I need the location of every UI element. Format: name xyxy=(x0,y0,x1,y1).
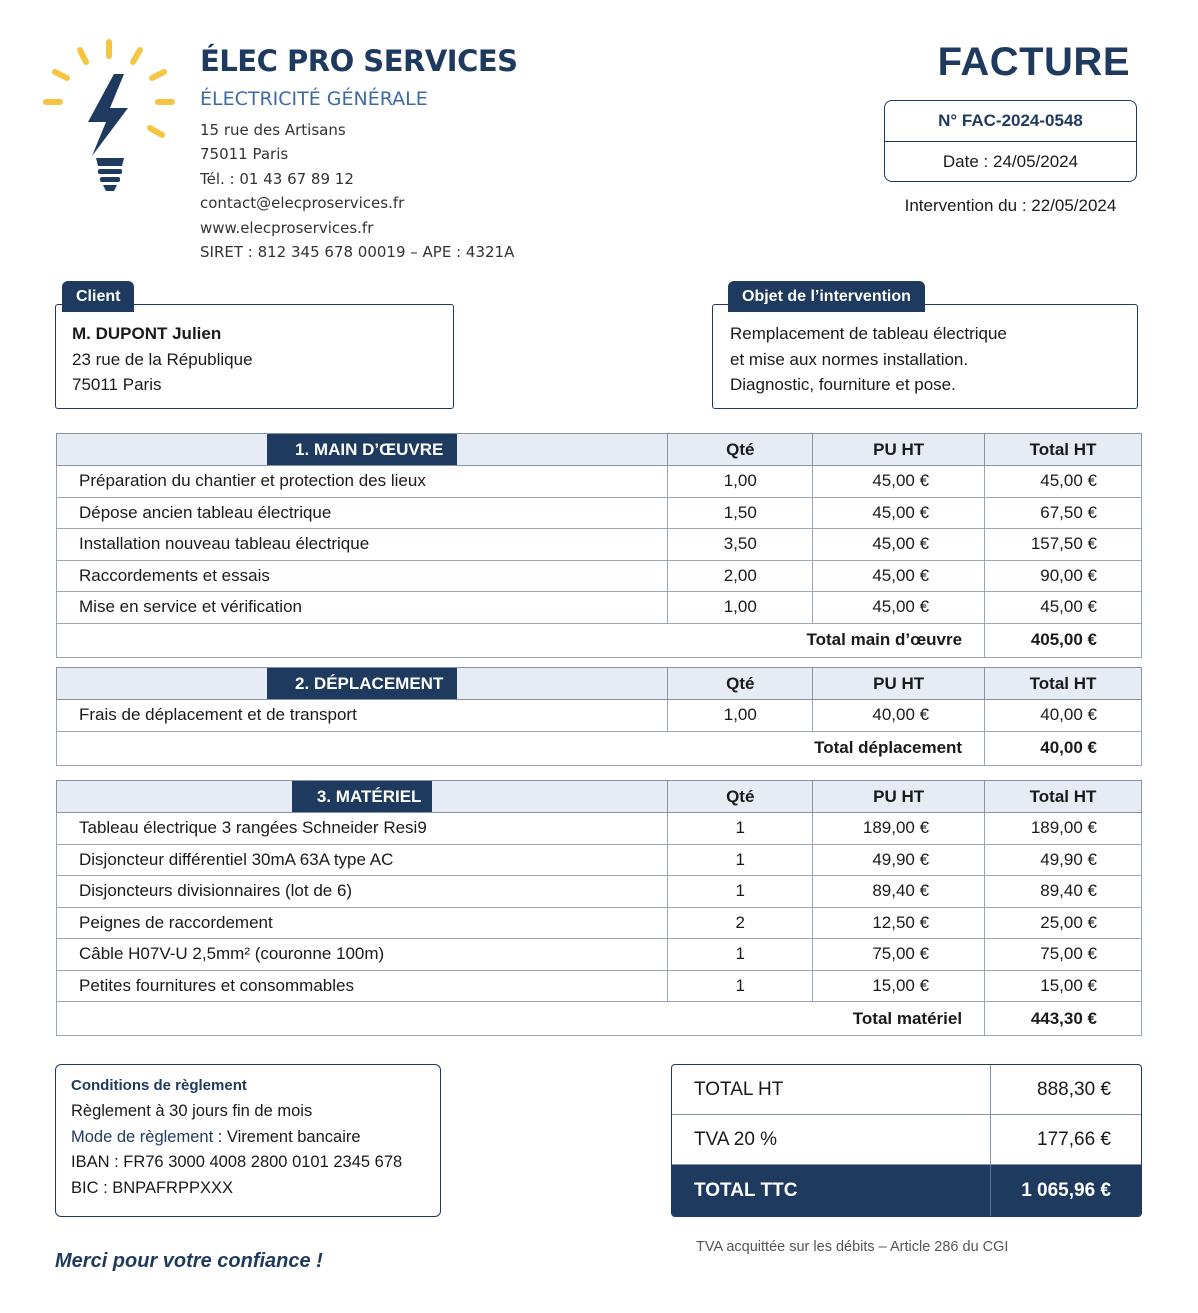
row-total: 189,00 € xyxy=(985,813,1142,845)
section-table xyxy=(56,780,1142,1036)
row-unit-price: 45,00 € xyxy=(813,497,985,529)
company-email[interactable]: contact@elecproservices.fr xyxy=(200,194,405,213)
total-ht-row xyxy=(672,1065,1141,1115)
row-unit-price: 40,00 € xyxy=(813,700,985,732)
section-title: 2. DÉPLACEMENT xyxy=(267,668,457,699)
company-website[interactable]: www.elecproservices.fr xyxy=(200,218,374,237)
section-total-row xyxy=(57,1002,1142,1036)
total-ht-value: 888,30 € xyxy=(1037,1078,1111,1100)
section-title-cell xyxy=(57,434,668,466)
client-card xyxy=(55,304,454,409)
row-description: Préparation du chantier et protection des lieux xyxy=(57,466,668,498)
total-ht-label: TOTAL HT xyxy=(672,1065,991,1114)
section-header-row xyxy=(57,781,1142,813)
conditions-terms: Règlement à 30 jours fin de mois xyxy=(71,1102,313,1120)
table-row xyxy=(57,592,1142,624)
conditions-iban: IBAN : FR76 3000 4008 2800 0101 2345 678 xyxy=(71,1153,403,1172)
table-row xyxy=(57,560,1142,592)
row-quantity: 1,00 xyxy=(668,466,813,498)
tva-row xyxy=(672,1115,1141,1165)
row-total: 89,40 € xyxy=(985,876,1142,908)
section-total-label: Total main d’œuvre xyxy=(57,623,985,657)
table-row xyxy=(57,844,1142,876)
document-title: FACTURE xyxy=(937,40,1130,84)
row-description: Câble H07V-U 2,5mm² (couronne 100m) xyxy=(57,939,668,971)
section-title-cell xyxy=(57,668,668,700)
section-title: 1. MAIN D’ŒUVRE xyxy=(267,434,457,465)
row-unit-price: 49,90 € xyxy=(813,844,985,876)
conditions-mode xyxy=(71,1125,440,1151)
column-header-qty: Qté xyxy=(668,781,813,813)
section-total-value: 40,00 € xyxy=(985,731,1142,765)
conditions-mode-key: Mode de règlement xyxy=(71,1127,214,1146)
objet-line: Diagnostic, fourniture et pose. xyxy=(730,375,956,394)
table-row xyxy=(57,907,1142,939)
row-unit-price: 12,50 € xyxy=(813,907,985,939)
totals-box xyxy=(671,1064,1142,1217)
row-total: 45,00 € xyxy=(985,466,1142,498)
intervention-date: Intervention du : 22/05/2024 xyxy=(904,196,1117,215)
row-unit-price: 45,00 € xyxy=(813,466,985,498)
row-description: Mise en service et vérification xyxy=(57,592,668,624)
section-table xyxy=(56,667,1142,766)
section-header-row xyxy=(57,668,1142,700)
row-description: Disjoncteur différentiel 30mA 63A type AC xyxy=(57,844,668,876)
row-description: Peignes de raccordement xyxy=(57,907,668,939)
conditions-title: Conditions de règlement xyxy=(71,1077,247,1094)
row-unit-price: 189,00 € xyxy=(813,813,985,845)
company-subtitle: ÉLECTRICITÉ GÉNÉRALE xyxy=(200,88,428,110)
row-quantity: 1,00 xyxy=(668,700,813,732)
table-row xyxy=(57,813,1142,845)
row-quantity: 1,00 xyxy=(668,592,813,624)
section-total-label: Total déplacement xyxy=(57,731,985,765)
row-total: 90,00 € xyxy=(985,560,1142,592)
table-row xyxy=(57,970,1142,1002)
section-total-label: Total matériel xyxy=(57,1002,985,1036)
company-name: ÉLEC PRO SERVICES xyxy=(200,44,518,78)
row-total: 40,00 € xyxy=(985,700,1142,732)
row-unit-price: 45,00 € xyxy=(813,592,985,624)
company-address: 15 rue des Artisans xyxy=(200,121,346,139)
row-quantity: 2 xyxy=(668,907,813,939)
client-city: 75011 Paris xyxy=(72,375,162,394)
row-total: 15,00 € xyxy=(985,970,1142,1002)
table-row xyxy=(57,529,1142,561)
row-description: Petites fournitures et consommables xyxy=(57,970,668,1002)
row-quantity: 1,50 xyxy=(668,497,813,529)
row-quantity: 1 xyxy=(668,970,813,1002)
row-total: 45,00 € xyxy=(985,592,1142,624)
row-unit-price: 45,00 € xyxy=(813,529,985,561)
invoice-number-box xyxy=(884,100,1137,182)
section-total-value: 405,00 € xyxy=(985,623,1142,657)
column-header-qty: Qté xyxy=(668,668,813,700)
total-ttc-row xyxy=(672,1165,1141,1216)
row-total: 49,90 € xyxy=(985,844,1142,876)
row-description: Tableau électrique 3 rangées Schneider Resi9 xyxy=(57,813,668,845)
section-header-row xyxy=(57,434,1142,466)
row-description: Frais de déplacement et de transport xyxy=(57,700,668,732)
tva-note: TVA acquittée sur les débits – Article 286 du CGI xyxy=(696,1239,1009,1255)
table-row xyxy=(57,700,1142,732)
client-tab: Client xyxy=(62,281,134,312)
invoice-date: Date : 24/05/2024 xyxy=(942,151,1079,171)
row-unit-price: 75,00 € xyxy=(813,939,985,971)
row-total: 75,00 € xyxy=(985,939,1142,971)
objet-card xyxy=(712,304,1138,409)
total-ttc-value: 1 065,96 € xyxy=(1021,1179,1111,1201)
company-city: 75011 Paris xyxy=(200,145,289,164)
column-header-total: Total HT xyxy=(985,668,1142,700)
conditions-bic: BIC : BNPAFRPPXXX xyxy=(71,1178,233,1197)
section-title-cell xyxy=(57,781,668,813)
row-unit-price: 45,00 € xyxy=(813,560,985,592)
column-header-pu: PU HT xyxy=(813,434,985,466)
row-description: Disjoncteurs divisionnaires (lot de 6) xyxy=(57,876,668,908)
objet-line: Remplacement de tableau électrique xyxy=(730,324,1007,343)
invoice-number: N° FAC-2024-0548 xyxy=(885,101,1136,142)
company-contact xyxy=(200,118,514,264)
column-header-pu: PU HT xyxy=(813,781,985,813)
thanks-message: Merci pour votre confiance ! xyxy=(55,1250,323,1272)
row-unit-price: 89,40 € xyxy=(813,876,985,908)
section-table xyxy=(56,433,1142,658)
column-header-total: Total HT xyxy=(985,434,1142,466)
lightbulb-bolt-icon xyxy=(40,38,180,198)
table-row xyxy=(57,876,1142,908)
row-description: Installation nouveau tableau électrique xyxy=(57,529,668,561)
row-quantity: 1 xyxy=(668,813,813,845)
row-quantity: 1 xyxy=(668,939,813,971)
row-quantity: 1 xyxy=(668,844,813,876)
row-description: Raccordements et essais xyxy=(57,560,668,592)
company-siret: SIRET : 812 345 678 00019 – APE : 4321A xyxy=(200,243,515,262)
table-row xyxy=(57,939,1142,971)
row-unit-price: 15,00 € xyxy=(813,970,985,1002)
payment-conditions-card xyxy=(55,1064,441,1217)
objet-line: et mise aux normes installation. xyxy=(730,349,969,369)
table-row xyxy=(57,497,1142,529)
section-total-row xyxy=(57,731,1142,765)
row-description: Dépose ancien tableau électrique xyxy=(57,497,668,529)
row-quantity: 1 xyxy=(668,876,813,908)
table-row xyxy=(57,466,1142,498)
client-name: M. DUPONT Julien xyxy=(72,324,222,343)
client-address: 23 rue de la République xyxy=(72,349,253,369)
column-header-qty: Qté xyxy=(668,434,813,466)
column-header-total: Total HT xyxy=(985,781,1142,813)
tva-label: TVA 20 % xyxy=(672,1115,991,1164)
section-title: 3. MATÉRIEL xyxy=(292,781,432,812)
row-quantity: 3,50 xyxy=(668,529,813,561)
tva-value: 177,66 € xyxy=(1037,1128,1111,1150)
row-total: 25,00 € xyxy=(985,907,1142,939)
conditions-mode-value: : Virement bancaire xyxy=(213,1127,361,1146)
objet-tab: Objet de l’intervention xyxy=(728,281,925,312)
column-header-pu: PU HT xyxy=(813,668,985,700)
company-phone: Tél. : 01 43 67 89 12 xyxy=(200,169,354,188)
section-total-value: 443,30 € xyxy=(985,1002,1142,1036)
total-ttc-label: TOTAL TTC xyxy=(672,1165,991,1216)
row-total: 157,50 € xyxy=(985,529,1142,561)
row-total: 67,50 € xyxy=(985,497,1142,529)
section-total-row xyxy=(57,623,1142,657)
row-quantity: 2,00 xyxy=(668,560,813,592)
